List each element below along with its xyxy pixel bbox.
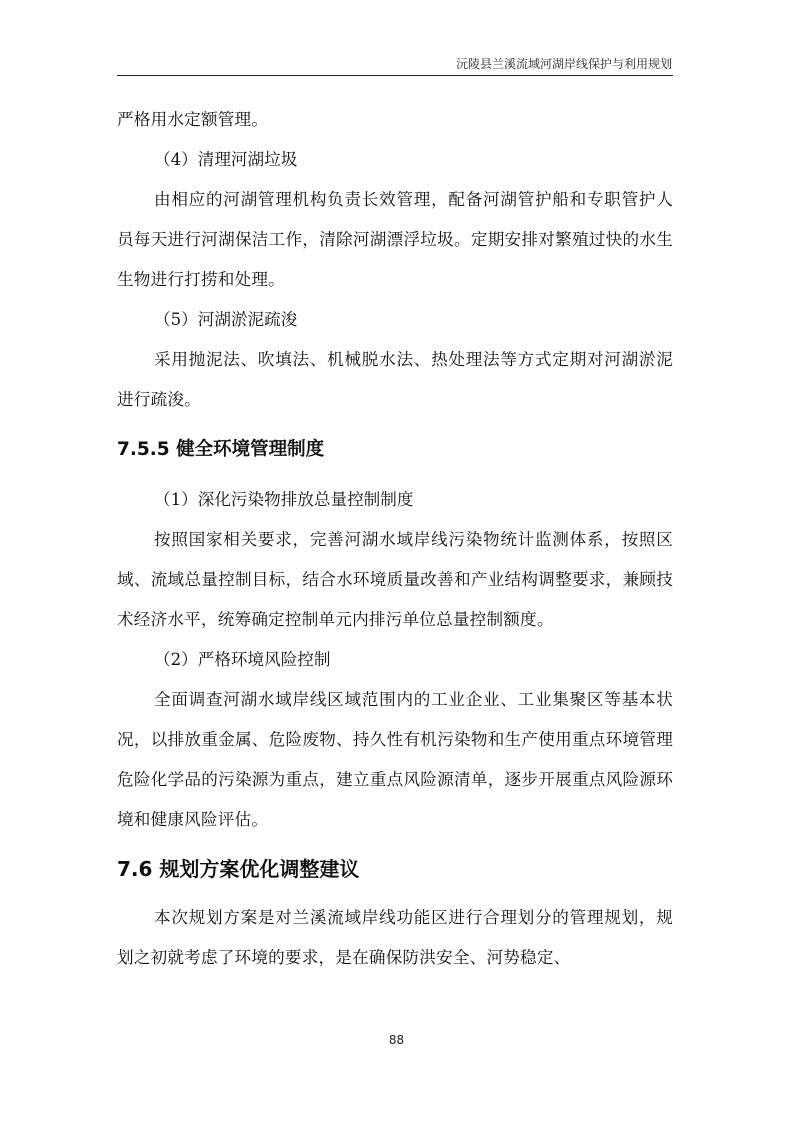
paragraph-risk-control: 全面调查河湖水域岸线区域范围内的工业企业、工业集聚区等基本状况，以排放重金属、危险废物、持久性有机污染物和生产使用重点环境管理危险化学品的污染源为重点，建立重点风险源清单，逐步开展重点风险源环境和健康风险评估。: [117, 690, 673, 829]
paragraph-garbage: 由相应的河湖管理机构负责长效管理，配备河湖管护船和专职管护人员每天进行河湖保洁工作，清除河湖漂浮垃圾。定期安排对繁殖过快的水生生物进行打捞和处理。: [117, 190, 673, 289]
page-number: 88: [388, 1033, 405, 1047]
paragraph-pollution-total: 按照国家相关要求，完善河湖水域岸线污染物统计监测体系，按照区域、流域总量控制目标，结合水环境质量改善和产业结构调整要求，兼顾技术经济水平，统筹确定控制单元内排污单位总量控制额度。: [117, 530, 673, 629]
list-item-clean-garbage: （4）清理河湖垃圾: [154, 150, 298, 169]
header-title: 沅陵县兰溪流域河湖岸线保护与利用规划: [455, 57, 672, 71]
list-item-risk-control: （2）严格环境风险控制: [154, 650, 331, 669]
paragraph-water-quota: 严格用水定额管理。: [117, 110, 269, 129]
list-item-pollution-total: （1）深化污染物排放总量控制制度: [154, 490, 414, 509]
paragraph-optimization: 本次规划方案是对兰溪流域岸线功能区进行合理划分的管理规划，规划之初就考虑了环境的要求，是在确保防洪安全、河势稳定、: [117, 908, 673, 967]
document-body: [117, 100, 673, 978]
list-item-dredging: （5）河湖淤泥疏浚: [154, 310, 298, 329]
section-heading-7-5-5: 7.5.5 健全环境管理制度: [117, 439, 325, 460]
paragraph-dredging: 采用抛泥法、吹填法、机械脱水法、热处理法等方式定期对河湖淤泥进行疏浚。: [117, 350, 673, 409]
section-heading-7-6: 7.6 规划方案优化调整建议: [117, 857, 360, 881]
header-rule: [117, 75, 673, 76]
